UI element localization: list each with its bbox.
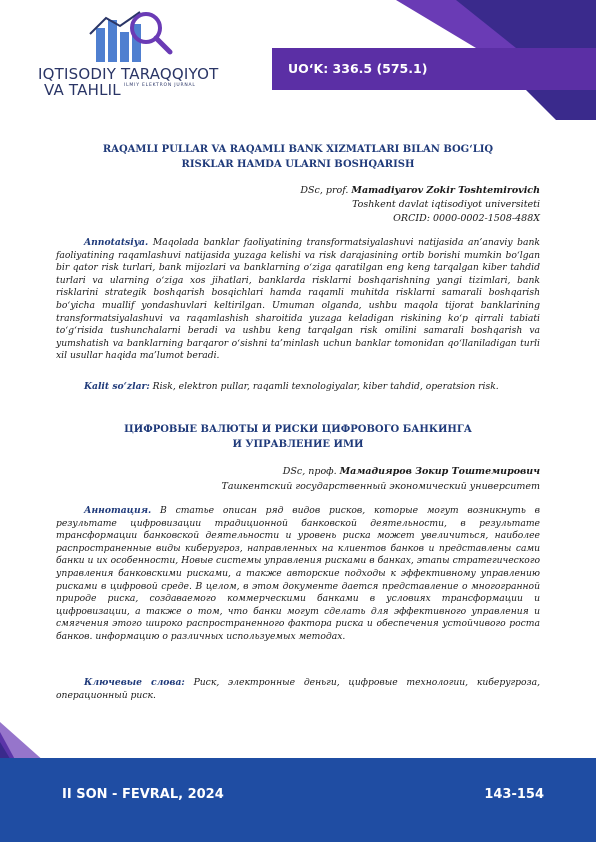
abstract-label-uz: Annotatsiya.	[84, 237, 149, 248]
title-ru-line1: ЦИФРОВЫЕ ВАЛЮТЫ И РИСКИ ЦИФРОВОГО БАНКИНГА	[124, 424, 472, 435]
keywords-ru	[56, 677, 540, 702]
keywords-label-ru: Ключевые слова:	[84, 677, 185, 688]
keywords-text-ru: Риск, электронные деньги, цифровые технологии, киберугроза, операционный риск.	[56, 677, 540, 701]
udk-code: UO‘K: 336.5 (575.1)	[288, 61, 428, 76]
title-uz-line1: RAQAMLI PULLAR VA RAQAMLI BANK XIZMATLARI BILAN BOG‘LIQ	[102, 144, 494, 155]
affiliation-ru: Ташкентский государственный экономический университет	[221, 481, 540, 492]
issue-info: II SON - FEVRAL, 2024	[62, 787, 224, 802]
author-degree-uz: DSc, prof.	[300, 185, 352, 196]
journal-name-line1: IQTISODIY TARAQQIYOT	[38, 65, 219, 83]
abstract-text-ru: В статье описан ряд видов рисков, которые могут возникнуть в результате цифровизации традиционной банковской деятельности, в результате трансформации банковской деятельности и уровень риска может увеличиться, наиболее распространенные виды киберугроз, направленных на клиентов банков и представлены сами банки и их особенности, Новые системы управления рисками в банках, этапы стратегического управления банковскими рисками, а также авторские подходы к эффективному управлению рисками в цифровой среде. В целом, в этом документе дается представление о многогранной природе риска, создаваемого коммерческими банками в условиях трансформации и цифровизации, а также о том, что банки могут сделать для эффективного управления и смягчения этого широко распространенного фактора риска и обеспечения устойчивого роста банков. информацию о различных используемых методах.	[56, 505, 540, 642]
author-name-ru: Мамадияров Зокир Тоштемирович	[339, 466, 540, 477]
journal-name	[38, 66, 218, 98]
journal-subtitle: ILMIY ELEKTRON JURNAL	[124, 83, 196, 88]
abstract-label-ru: Аннотация.	[84, 505, 152, 516]
orcid: ORCID: 0000-0002-1508-488X	[393, 213, 540, 224]
abstract-ru	[56, 505, 540, 644]
title-ru	[40, 422, 556, 452]
journal-name-line2: VA TAHLIL	[44, 81, 121, 99]
title-uz-line2: RISKLAR HAMDA ULARNI BOSHQARISH	[181, 159, 415, 170]
abstract-uz	[56, 237, 540, 363]
author-uz	[300, 184, 540, 198]
affiliation-uz: Toshkent davlat iqtisodiyot universiteti	[352, 199, 540, 210]
abstract-text-uz: Maqolada banklar faoliyatining transformatsiyalashuvi natijasida an’anaviy bank faoliyatining raqamlashuvi natijasida yuzaga kelishi va risk darajasining ortib borishi mumkin bo‘lgan bir qator risk turlari, bank mijozlari va banklarning o‘ziga qaratilgan eng keng tarqalgan kiber tahdid turlari va ularning o‘ziga xos jihatlari, banklarda risklarni boshqarishning yangi tizimlari, bank risklarini strategik boshqarish bosqichlari hamda raqamli muhitda risklarni samarali boshqarish bo‘yicha muallif yondashuvlari keltirilgan. Umuman olganda, ushbu maqola tijorat banklarining transformatsiyalashuvi va raqamlashish sharoitida yuzaga keladigan riskining ko‘p qirrali tabiati to‘g‘risida tushunchalarni beradi va ushbu keng tarqalgan risk omilini samarali boshqarish va yumshatish va banklarning barqaror o‘sishni ta’minlash uchun banklar tomonidan qo‘llaniladigan turli xil usullar haqida ma’lumot beradi.	[56, 237, 540, 362]
title-ru-line2: И УПРАВЛЕНИЕ ИМИ	[232, 439, 364, 450]
author-degree-ru: DSc, проф.	[282, 466, 340, 477]
keywords-uz	[56, 381, 540, 394]
keywords-text-uz: Risk, elektron pullar, raqamli texnologiyalar, kiber tahdid, operatsion risk.	[149, 381, 499, 392]
keywords-label-uz: Kalit so‘zlar:	[84, 381, 150, 392]
author-name-uz: Mamadiyarov Zokir Toshtemirovich	[351, 185, 540, 196]
title-uz	[40, 142, 556, 172]
author-ru	[283, 465, 540, 479]
page-range: 143-154	[484, 787, 544, 802]
